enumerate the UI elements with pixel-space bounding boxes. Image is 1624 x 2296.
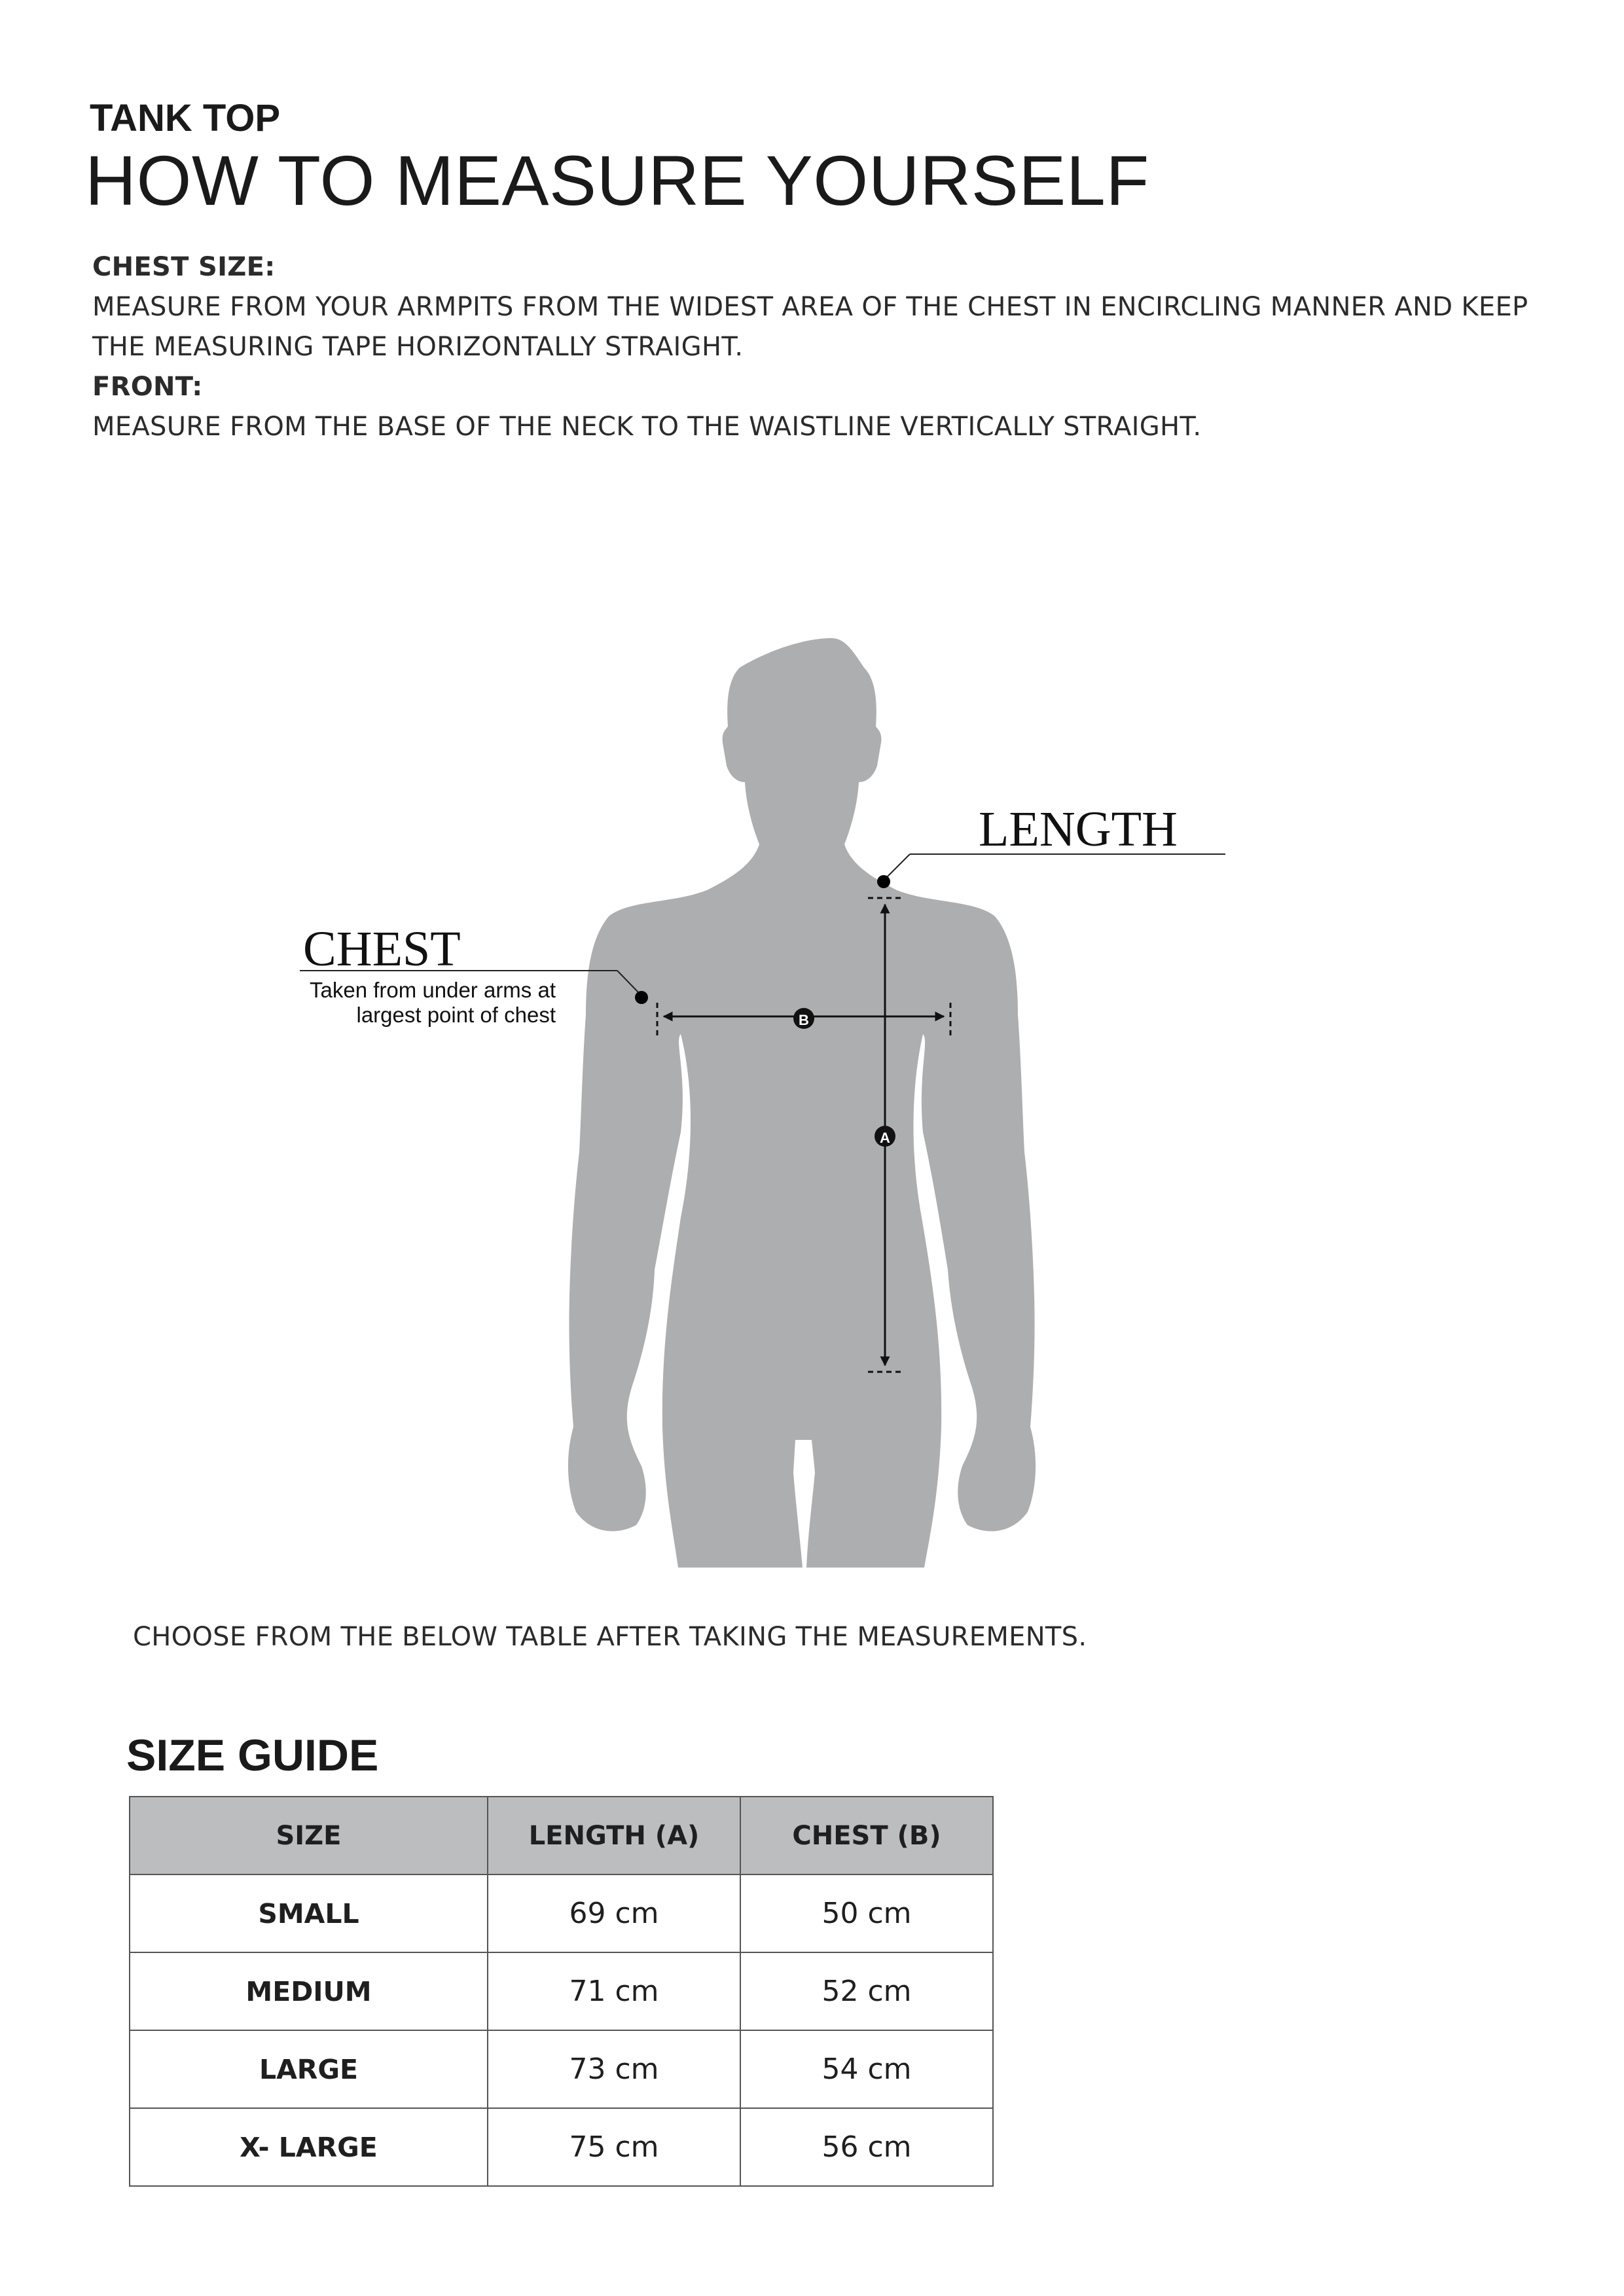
length-label: LENGTH <box>979 802 1178 857</box>
size-cell: X- LARGE <box>130 2108 488 2186</box>
choose-instruction: CHOOSE FROM THE BELOW TABLE AFTER TAKING THE MEASUREMENTS. <box>133 1622 1087 1652</box>
table-row <box>130 2030 993 2108</box>
length-cell: 69 cm <box>488 1874 740 1952</box>
table-row <box>130 1952 993 2030</box>
length-cell: 73 cm <box>488 2030 740 2108</box>
chest-cell: 54 cm <box>740 2030 993 2108</box>
chest-cell: 56 cm <box>740 2108 993 2186</box>
table-header-row <box>130 1797 993 1874</box>
marker-a-text: A <box>880 1130 890 1146</box>
column-header-size: SIZE <box>130 1797 488 1874</box>
length-cell: 75 cm <box>488 2108 740 2186</box>
chest-point <box>635 991 648 1004</box>
chest-cell: 52 cm <box>740 1952 993 2030</box>
measurement-instructions <box>92 247 1565 447</box>
size-guide-table <box>129 1796 994 2187</box>
body-measurement-figure <box>0 628 1624 1584</box>
chest-cell: 50 cm <box>740 1874 993 1952</box>
chest-note-line-1: Taken from under arms at <box>310 978 556 1002</box>
column-header-length: LENGTH (A) <box>488 1797 740 1874</box>
size-cell: LARGE <box>130 2030 488 2108</box>
size-cell: MEDIUM <box>130 1952 488 2030</box>
chest-size-text-line-2: THE MEASURING TAPE HORIZONTALLY STRAIGHT. <box>92 332 744 362</box>
length-point <box>877 875 890 888</box>
marker-b-text: B <box>799 1012 809 1028</box>
table-row <box>130 2108 993 2186</box>
table-row <box>130 1874 993 1952</box>
column-header-chest: CHEST (B) <box>740 1797 993 1874</box>
front-text: MEASURE FROM THE BASE OF THE NECK TO THE WAISTLINE VERTICALLY STRAIGHT. <box>92 412 1202 442</box>
product-name: TANK TOP <box>90 97 281 139</box>
front-heading: FRONT: <box>92 372 203 402</box>
size-cell: SMALL <box>130 1874 488 1952</box>
chest-label: CHEST <box>303 922 461 977</box>
page-title: HOW TO MEASURE YOURSELF <box>85 141 1149 220</box>
length-cell: 71 cm <box>488 1952 740 2030</box>
human-silhouette <box>568 638 1036 1568</box>
chest-size-heading: CHEST SIZE: <box>92 252 276 282</box>
chest-note-line-2: largest point of chest <box>356 1003 556 1027</box>
size-guide-title: SIZE GUIDE <box>126 1731 379 1780</box>
chest-size-text-line-1: MEASURE FROM YOUR ARMPITS FROM THE WIDEST AREA OF THE CHEST IN ENCIRCLING MANNER AND KEEP <box>92 292 1528 322</box>
